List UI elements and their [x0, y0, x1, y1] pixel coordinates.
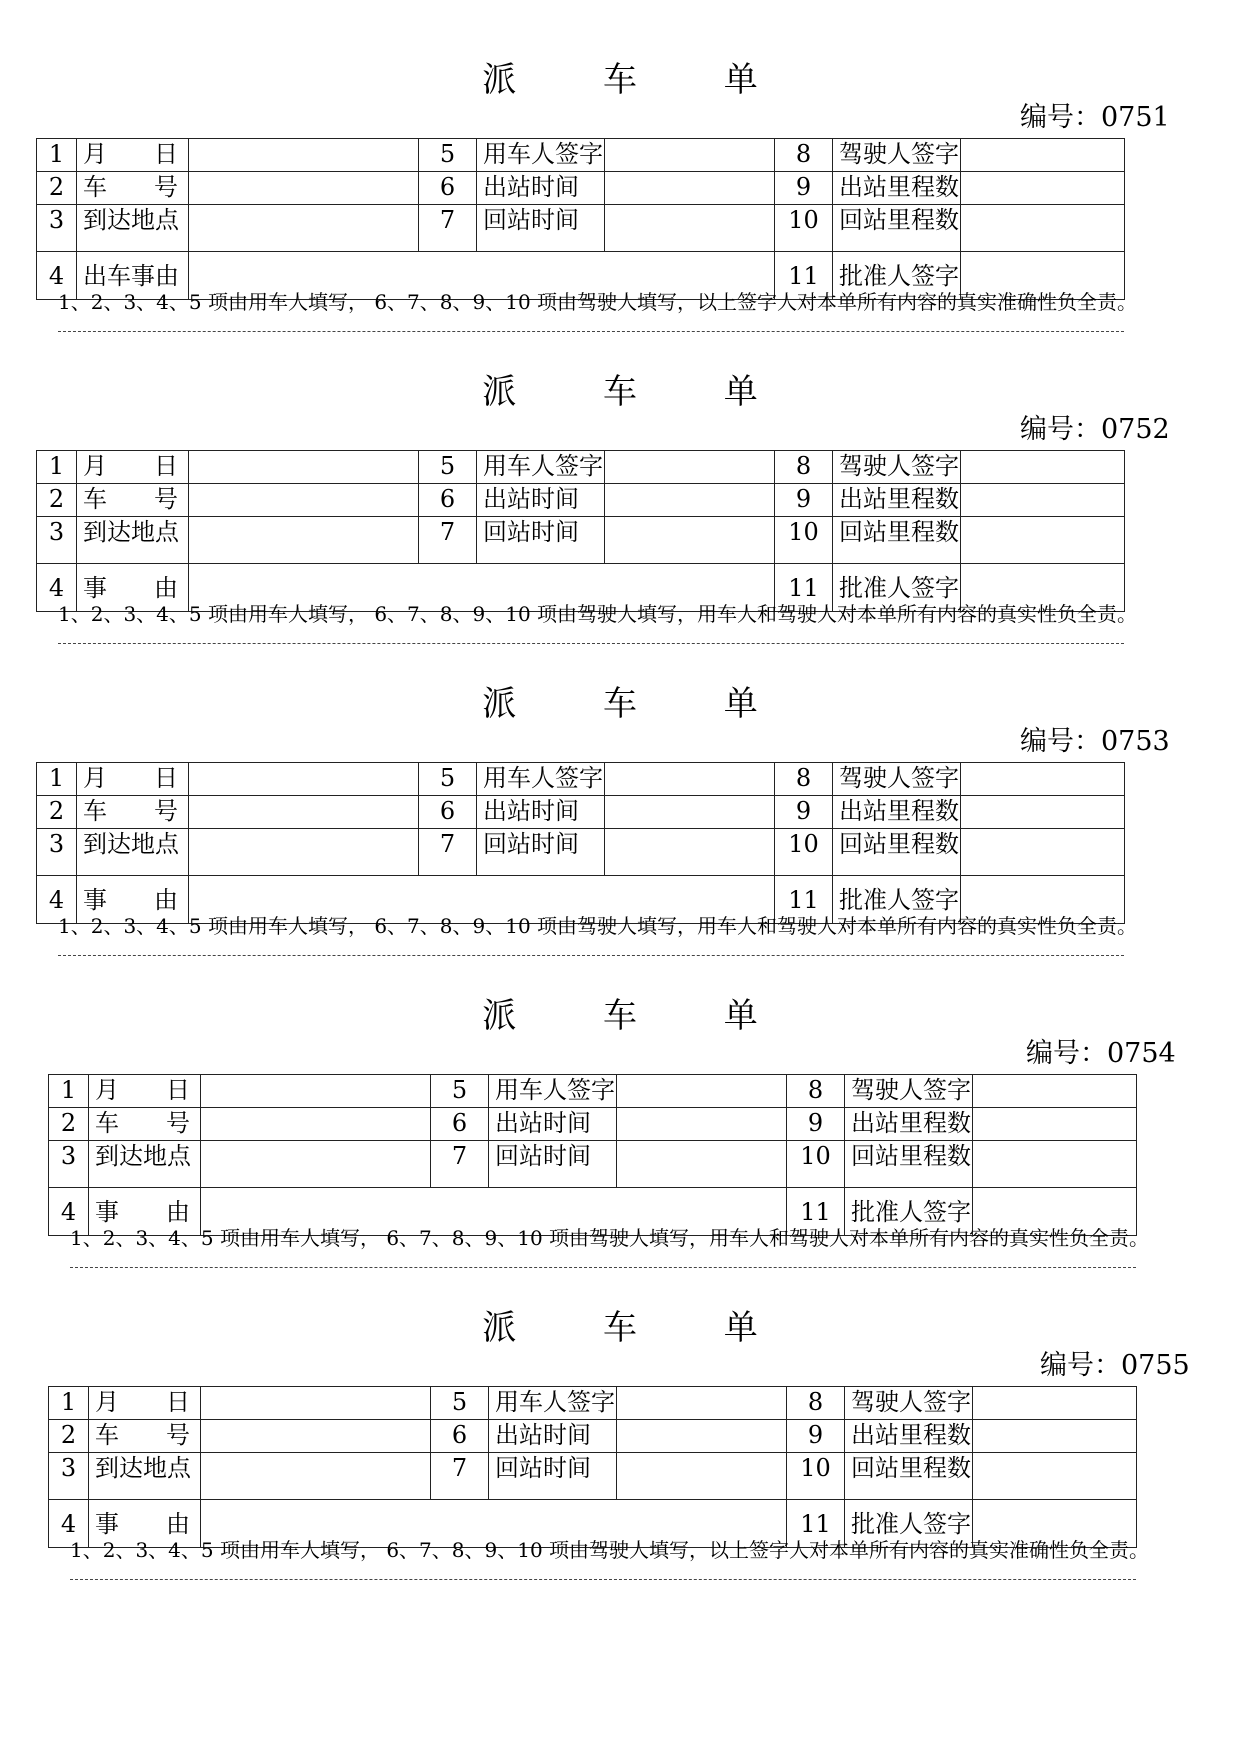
field-label: 驾驶人签字 [833, 139, 961, 172]
field-number: 7 [431, 1453, 489, 1500]
field-label: 车 号 [77, 172, 189, 205]
requester-signature-field[interactable] [605, 763, 775, 796]
form-instructions: 1、2、3、4、5 项由用车人填写， 6、7、8、9、10 项由驾驶人填写，用车人和驾驶人对本单所有内容的真实性负全责。 [58, 602, 1138, 626]
serial-value: 0751 [1101, 102, 1170, 133]
serial-label: 编号： [1026, 1038, 1107, 1069]
return-time-field[interactable] [617, 1141, 787, 1188]
dispatch-form [0, 682, 1240, 982]
destination-field[interactable] [189, 829, 419, 876]
form-row [37, 139, 1125, 172]
field-label: 到达地点 [89, 1453, 201, 1500]
form-row [49, 1141, 1137, 1188]
driver-signature-field[interactable] [973, 1075, 1137, 1108]
field-number: 3 [49, 1453, 89, 1500]
field-label: 用车人签字 [477, 763, 605, 796]
dispatch-form [0, 58, 1240, 358]
field-label: 车 号 [77, 484, 189, 517]
field-label: 回站里程数 [845, 1453, 973, 1500]
field-label: 出站时间 [489, 1420, 617, 1453]
field-number: 3 [37, 205, 77, 252]
return-mileage-field[interactable] [961, 829, 1125, 876]
driver-signature-field[interactable] [961, 451, 1125, 484]
field-number: 7 [419, 829, 477, 876]
field-number: 7 [419, 517, 477, 564]
field-label: 回站时间 [489, 1453, 617, 1500]
field-number: 5 [419, 451, 477, 484]
field-number: 9 [787, 1108, 845, 1141]
cut-line [58, 955, 1124, 956]
field-label: 事 由 [89, 1188, 201, 1236]
field-label: 出站时间 [477, 172, 605, 205]
field-label: 车 号 [89, 1108, 201, 1141]
requester-signature-field[interactable] [617, 1075, 787, 1108]
date-field[interactable] [189, 451, 419, 484]
form-title: 派 车 单 [482, 1308, 796, 1348]
destination-field[interactable] [189, 205, 419, 252]
field-number: 4 [37, 252, 77, 300]
field-number: 10 [775, 205, 833, 252]
field-number: 3 [49, 1141, 89, 1188]
serial-number [1020, 724, 1170, 760]
field-label: 事 由 [77, 876, 189, 924]
cut-line [70, 1267, 1136, 1268]
field-label: 事 由 [77, 564, 189, 612]
field-number: 11 [775, 564, 833, 612]
field-label: 到达地点 [77, 829, 189, 876]
departure-mileage-field[interactable] [961, 172, 1125, 205]
field-number: 1 [37, 451, 77, 484]
field-label: 出站里程数 [833, 796, 961, 829]
field-number: 1 [37, 763, 77, 796]
form-table [36, 450, 1125, 612]
dispatch-form [0, 370, 1240, 670]
serial-value: 0754 [1107, 1038, 1176, 1069]
field-label: 出车事由 [77, 252, 189, 300]
field-label: 事 由 [89, 1500, 201, 1548]
field-label: 用车人签字 [489, 1387, 617, 1420]
field-label: 到达地点 [77, 205, 189, 252]
field-label: 批准人签字 [833, 252, 961, 300]
field-label: 出站时间 [477, 484, 605, 517]
cut-line [58, 643, 1124, 644]
driver-signature-field[interactable] [973, 1387, 1137, 1420]
departure-time-field[interactable] [605, 796, 775, 829]
cut-line [58, 331, 1124, 332]
field-number: 9 [787, 1420, 845, 1453]
form-row [49, 1453, 1137, 1500]
field-number: 4 [37, 876, 77, 924]
field-label: 回站时间 [477, 829, 605, 876]
field-number: 9 [775, 172, 833, 205]
serial-label: 编号： [1020, 102, 1101, 133]
field-number: 7 [419, 205, 477, 252]
return-time-field[interactable] [605, 829, 775, 876]
serial-value: 0752 [1101, 414, 1170, 445]
field-number: 8 [775, 763, 833, 796]
form-row [37, 763, 1125, 796]
field-label: 驾驶人签字 [833, 763, 961, 796]
serial-value: 0753 [1101, 726, 1170, 757]
field-label: 车 号 [77, 796, 189, 829]
form-row [37, 205, 1125, 252]
field-label: 出站里程数 [833, 172, 961, 205]
form-table [36, 762, 1125, 924]
field-number: 5 [419, 763, 477, 796]
departure-mileage-field[interactable] [973, 1108, 1137, 1141]
plate-number-field[interactable] [189, 172, 419, 205]
serial-label: 编号： [1040, 1350, 1121, 1381]
departure-mileage-field[interactable] [961, 796, 1125, 829]
field-number: 9 [775, 484, 833, 517]
form-instructions: 1、2、3、4、5 项由用车人填写， 6、7、8、9、10 项由驾驶人填写，以上签字人对本单所有内容的真实准确性负全责。 [70, 1538, 1150, 1562]
return-mileage-field[interactable] [973, 1453, 1137, 1500]
field-number: 5 [431, 1075, 489, 1108]
requester-signature-field[interactable] [605, 451, 775, 484]
field-number: 4 [49, 1500, 89, 1548]
form-row [37, 517, 1125, 564]
departure-mileage-field[interactable] [961, 484, 1125, 517]
plate-number-field[interactable] [189, 796, 419, 829]
dispatch-form [0, 994, 1240, 1294]
field-number: 1 [49, 1387, 89, 1420]
form-title: 派 车 单 [482, 372, 796, 412]
serial-number [1026, 1036, 1176, 1072]
serial-value: 0755 [1121, 1350, 1190, 1381]
field-number: 6 [431, 1420, 489, 1453]
field-number: 3 [37, 829, 77, 876]
field-number: 6 [419, 484, 477, 517]
departure-mileage-field[interactable] [973, 1420, 1137, 1453]
field-label: 用车人签字 [477, 139, 605, 172]
field-number: 11 [775, 876, 833, 924]
departure-time-field[interactable] [617, 1108, 787, 1141]
field-number: 6 [431, 1108, 489, 1141]
field-label: 月 日 [77, 763, 189, 796]
field-number: 6 [419, 796, 477, 829]
form-row [49, 1420, 1137, 1453]
form-instructions: 1、2、3、4、5 项由用车人填写， 6、7、8、9、10 项由驾驶人填写，以上签字人对本单所有内容的真实准确性负全责。 [58, 290, 1138, 314]
return-time-field[interactable] [605, 205, 775, 252]
field-label: 回站时间 [477, 517, 605, 564]
form-row [37, 172, 1125, 205]
field-label: 驾驶人签字 [845, 1075, 973, 1108]
field-label: 出站里程数 [845, 1108, 973, 1141]
field-number: 2 [37, 172, 77, 205]
field-number: 10 [787, 1453, 845, 1500]
return-mileage-field[interactable] [973, 1141, 1137, 1188]
field-number: 4 [37, 564, 77, 612]
return-mileage-field[interactable] [961, 517, 1125, 564]
field-number: 2 [37, 796, 77, 829]
form-row [37, 796, 1125, 829]
field-number: 11 [787, 1188, 845, 1236]
field-label: 批准人签字 [833, 876, 961, 924]
form-row [49, 1387, 1137, 1420]
date-field[interactable] [201, 1075, 431, 1108]
dispatch-form [0, 1306, 1240, 1606]
field-label: 到达地点 [77, 517, 189, 564]
form-table [48, 1074, 1137, 1236]
field-label: 月 日 [89, 1387, 201, 1420]
departure-time-field[interactable] [617, 1420, 787, 1453]
field-number: 8 [787, 1075, 845, 1108]
field-number: 10 [775, 517, 833, 564]
field-number: 2 [49, 1108, 89, 1141]
departure-time-field[interactable] [605, 484, 775, 517]
serial-number [1040, 1348, 1190, 1384]
field-label: 批准人签字 [833, 564, 961, 612]
departure-time-field[interactable] [605, 172, 775, 205]
field-label: 回站里程数 [833, 517, 961, 564]
return-mileage-field[interactable] [961, 205, 1125, 252]
return-time-field[interactable] [605, 517, 775, 564]
field-label: 出站里程数 [833, 484, 961, 517]
form-title: 派 车 单 [482, 996, 796, 1036]
return-time-field[interactable] [617, 1453, 787, 1500]
field-number: 11 [775, 252, 833, 300]
form-row [49, 1108, 1137, 1141]
form-row [49, 1075, 1137, 1108]
field-label: 用车人签字 [489, 1075, 617, 1108]
field-label: 出站里程数 [845, 1420, 973, 1453]
field-number: 1 [37, 139, 77, 172]
destination-field[interactable] [201, 1141, 431, 1188]
field-label: 回站里程数 [833, 829, 961, 876]
field-number: 3 [37, 517, 77, 564]
field-label: 回站里程数 [845, 1141, 973, 1188]
serial-number [1020, 100, 1170, 136]
form-instructions: 1、2、3、4、5 项由用车人填写， 6、7、8、9、10 项由驾驶人填写，用车人和驾驶人对本单所有内容的真实性负全责。 [58, 914, 1138, 938]
plate-number-field[interactable] [201, 1108, 431, 1141]
requester-signature-field[interactable] [617, 1387, 787, 1420]
field-label: 驾驶人签字 [845, 1387, 973, 1420]
form-row [37, 484, 1125, 517]
destination-field[interactable] [189, 517, 419, 564]
field-number: 8 [775, 139, 833, 172]
requester-signature-field[interactable] [605, 139, 775, 172]
field-number: 2 [37, 484, 77, 517]
field-label: 回站里程数 [833, 205, 961, 252]
field-number: 10 [775, 829, 833, 876]
field-number: 5 [431, 1387, 489, 1420]
plate-number-field[interactable] [189, 484, 419, 517]
field-label: 驾驶人签字 [833, 451, 961, 484]
field-label: 批准人签字 [845, 1188, 973, 1236]
field-number: 10 [787, 1141, 845, 1188]
field-number: 8 [787, 1387, 845, 1420]
driver-signature-field[interactable] [961, 763, 1125, 796]
field-number: 11 [787, 1500, 845, 1548]
plate-number-field[interactable] [201, 1420, 431, 1453]
driver-signature-field[interactable] [961, 139, 1125, 172]
field-label: 月 日 [77, 139, 189, 172]
cut-line [70, 1579, 1136, 1580]
form-instructions: 1、2、3、4、5 项由用车人填写， 6、7、8、9、10 项由驾驶人填写，用车人和驾驶人对本单所有内容的真实性负全责。 [70, 1226, 1150, 1250]
serial-label: 编号： [1020, 414, 1101, 445]
field-number: 4 [49, 1188, 89, 1236]
form-table [48, 1386, 1137, 1548]
field-label: 出站时间 [489, 1108, 617, 1141]
field-label: 回站时间 [489, 1141, 617, 1188]
field-number: 6 [419, 172, 477, 205]
field-number: 5 [419, 139, 477, 172]
field-label: 回站时间 [477, 205, 605, 252]
field-label: 月 日 [77, 451, 189, 484]
form-title: 派 车 单 [482, 684, 796, 724]
serial-number [1020, 412, 1170, 448]
form-title: 派 车 单 [482, 60, 796, 100]
date-field[interactable] [189, 139, 419, 172]
field-label: 用车人签字 [477, 451, 605, 484]
field-label: 月 日 [89, 1075, 201, 1108]
serial-label: 编号： [1020, 726, 1101, 757]
date-field[interactable] [189, 763, 419, 796]
date-field[interactable] [201, 1387, 431, 1420]
field-number: 8 [775, 451, 833, 484]
form-row [37, 829, 1125, 876]
form-row [37, 451, 1125, 484]
field-number: 2 [49, 1420, 89, 1453]
destination-field[interactable] [201, 1453, 431, 1500]
field-number: 1 [49, 1075, 89, 1108]
field-label: 批准人签字 [845, 1500, 973, 1548]
field-number: 7 [431, 1141, 489, 1188]
form-table [36, 138, 1125, 300]
field-label: 出站时间 [477, 796, 605, 829]
field-label: 车 号 [89, 1420, 201, 1453]
field-label: 到达地点 [89, 1141, 201, 1188]
field-number: 9 [775, 796, 833, 829]
